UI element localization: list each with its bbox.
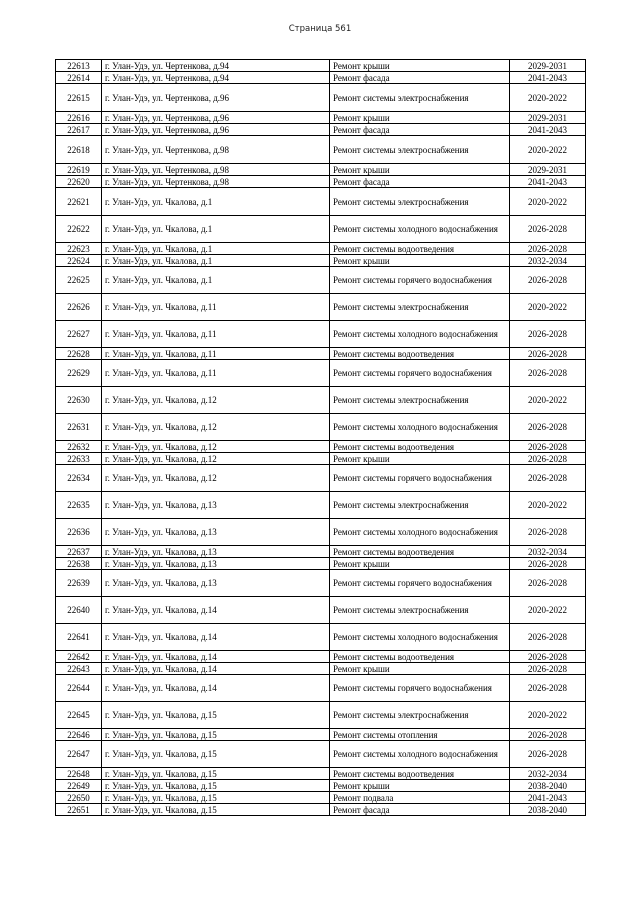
table-row: [56, 546, 586, 558]
work-type-cell: Ремонт системы горячего водоснабжения: [330, 360, 510, 387]
address-cell: г. Улан-Удэ, ул. Чертенкова, д.98: [102, 164, 330, 176]
work-type-cell: Ремонт системы электроснабжения: [330, 188, 510, 216]
period-cell: 2026-2028: [510, 675, 586, 702]
row-number-cell: 22639: [56, 570, 102, 597]
period-cell: 2026-2028: [510, 216, 586, 243]
period-cell: 2026-2028: [510, 243, 586, 255]
work-type-cell: Ремонт подвала: [330, 792, 510, 804]
work-type-cell: Ремонт системы холодного водоснабжения: [330, 624, 510, 651]
table-row: [56, 216, 586, 243]
address-cell: г. Улан-Удэ, ул. Чкалова, д.15: [102, 729, 330, 741]
period-cell: 2032-2034: [510, 255, 586, 267]
table-row: [56, 360, 586, 387]
work-type-cell: Ремонт системы водоотведения: [330, 243, 510, 255]
table-row: [56, 768, 586, 780]
address-cell: г. Улан-Удэ, ул. Чкалова, д.15: [102, 780, 330, 792]
period-cell: 2026-2028: [510, 441, 586, 453]
table-row: [56, 124, 586, 136]
period-cell: 2026-2028: [510, 360, 586, 387]
address-cell: г. Улан-Удэ, ул. Чкалова, д.12: [102, 441, 330, 453]
table-row: [56, 294, 586, 321]
row-number-cell: 22616: [56, 112, 102, 124]
address-cell: г. Улан-Удэ, ул. Чкалова, д.12: [102, 387, 330, 414]
address-cell: г. Улан-Удэ, ул. Чкалова, д.11: [102, 294, 330, 321]
period-cell: 2026-2028: [510, 624, 586, 651]
row-number-cell: 22626: [56, 294, 102, 321]
row-number-cell: 22638: [56, 558, 102, 570]
work-type-cell: Ремонт фасада: [330, 124, 510, 136]
row-number-cell: 22636: [56, 519, 102, 546]
period-cell: 2041-2043: [510, 792, 586, 804]
period-cell: 2020-2022: [510, 188, 586, 216]
row-number-cell: 22630: [56, 387, 102, 414]
row-number-cell: 22645: [56, 702, 102, 729]
address-cell: г. Улан-Удэ, ул. Чкалова, д.1: [102, 267, 330, 294]
work-type-cell: Ремонт крыши: [330, 60, 510, 72]
row-number-cell: 22622: [56, 216, 102, 243]
address-cell: г. Улан-Удэ, ул. Чкалова, д.14: [102, 663, 330, 675]
row-number-cell: 22633: [56, 453, 102, 465]
address-cell: г. Улан-Удэ, ул. Чкалова, д.15: [102, 804, 330, 816]
address-cell: г. Улан-Удэ, ул. Чкалова, д.12: [102, 453, 330, 465]
address-cell: г. Улан-Удэ, ул. Чкалова, д.1: [102, 255, 330, 267]
period-cell: 2029-2031: [510, 60, 586, 72]
work-type-cell: Ремонт фасада: [330, 804, 510, 816]
work-type-cell: Ремонт системы холодного водоснабжения: [330, 321, 510, 348]
row-number-cell: 22628: [56, 348, 102, 360]
work-type-cell: Ремонт крыши: [330, 255, 510, 267]
period-cell: 2038-2040: [510, 780, 586, 792]
work-type-cell: Ремонт системы электроснабжения: [330, 597, 510, 624]
work-type-cell: Ремонт системы горячего водоснабжения: [330, 267, 510, 294]
address-cell: г. Улан-Удэ, ул. Чкалова, д.12: [102, 414, 330, 441]
address-cell: г. Улан-Удэ, ул. Чкалова, д.13: [102, 558, 330, 570]
table-row: [56, 112, 586, 124]
period-cell: 2026-2028: [510, 729, 586, 741]
work-type-cell: Ремонт системы горячего водоснабжения: [330, 675, 510, 702]
period-cell: 2026-2028: [510, 414, 586, 441]
table-row: [56, 441, 586, 453]
table-row: [56, 597, 586, 624]
table-row: [56, 255, 586, 267]
page-number-header: Страница 561: [288, 24, 352, 34]
table-row: [56, 387, 586, 414]
table-row: [56, 243, 586, 255]
work-type-cell: Ремонт крыши: [330, 558, 510, 570]
address-cell: г. Улан-Удэ, ул. Чкалова, д.13: [102, 519, 330, 546]
row-number-cell: 22640: [56, 597, 102, 624]
period-cell: 2032-2034: [510, 768, 586, 780]
row-number-cell: 22614: [56, 72, 102, 84]
address-cell: г. Улан-Удэ, ул. Чкалова, д.15: [102, 792, 330, 804]
period-cell: 2029-2031: [510, 164, 586, 176]
period-cell: 2026-2028: [510, 570, 586, 597]
table-row: [56, 136, 586, 164]
row-number-cell: 22620: [56, 176, 102, 188]
work-type-cell: Ремонт системы горячего водоснабжения: [330, 570, 510, 597]
period-cell: 2041-2043: [510, 124, 586, 136]
row-number-cell: 22651: [56, 804, 102, 816]
row-number-cell: 22643: [56, 663, 102, 675]
address-cell: г. Улан-Удэ, ул. Чертенкова, д.94: [102, 60, 330, 72]
row-number-cell: 22618: [56, 136, 102, 164]
work-type-cell: Ремонт системы отопления: [330, 729, 510, 741]
repair-schedule-table: [55, 59, 586, 816]
table-row: [56, 624, 586, 651]
period-cell: 2032-2034: [510, 546, 586, 558]
work-type-cell: Ремонт системы водоотведения: [330, 546, 510, 558]
row-number-cell: 22632: [56, 441, 102, 453]
work-type-cell: Ремонт системы холодного водоснабжения: [330, 414, 510, 441]
work-type-cell: Ремонт системы электроснабжения: [330, 294, 510, 321]
period-cell: 2026-2028: [510, 558, 586, 570]
address-cell: г. Улан-Удэ, ул. Чкалова, д.15: [102, 741, 330, 768]
table-row: [56, 164, 586, 176]
table-row: [56, 267, 586, 294]
period-cell: 2026-2028: [510, 663, 586, 675]
address-cell: г. Улан-Удэ, ул. Чертенкова, д.96: [102, 124, 330, 136]
row-number-cell: 22647: [56, 741, 102, 768]
work-type-cell: Ремонт системы водоотведения: [330, 441, 510, 453]
row-number-cell: 22621: [56, 188, 102, 216]
address-cell: г. Улан-Удэ, ул. Чкалова, д.1: [102, 216, 330, 243]
row-number-cell: 22641: [56, 624, 102, 651]
period-cell: 2020-2022: [510, 387, 586, 414]
table-row: [56, 519, 586, 546]
table-row: [56, 60, 586, 72]
period-cell: 2026-2028: [510, 453, 586, 465]
table-row: [56, 72, 586, 84]
work-type-cell: Ремонт фасада: [330, 72, 510, 84]
address-cell: г. Улан-Удэ, ул. Чкалова, д.14: [102, 624, 330, 651]
row-number-cell: 22644: [56, 675, 102, 702]
period-cell: 2038-2040: [510, 804, 586, 816]
table-row: [56, 453, 586, 465]
work-type-cell: Ремонт системы водоотведения: [330, 768, 510, 780]
table-row: [56, 188, 586, 216]
period-cell: 2041-2043: [510, 176, 586, 188]
table-row: [56, 729, 586, 741]
work-type-cell: Ремонт системы электроснабжения: [330, 84, 510, 112]
period-cell: 2020-2022: [510, 136, 586, 164]
address-cell: г. Улан-Удэ, ул. Чкалова, д.11: [102, 348, 330, 360]
period-cell: 2026-2028: [510, 651, 586, 663]
table-row: [56, 348, 586, 360]
table-row: [56, 792, 586, 804]
row-number-cell: 22613: [56, 60, 102, 72]
work-type-cell: Ремонт системы водоотведения: [330, 651, 510, 663]
row-number-cell: 22637: [56, 546, 102, 558]
period-cell: 2029-2031: [510, 112, 586, 124]
row-number-cell: 22635: [56, 492, 102, 519]
work-type-cell: Ремонт системы горячего водоснабжения: [330, 465, 510, 492]
row-number-cell: 22629: [56, 360, 102, 387]
table-row: [56, 702, 586, 729]
table-row: [56, 465, 586, 492]
work-type-cell: Ремонт системы водоотведения: [330, 348, 510, 360]
address-cell: г. Улан-Удэ, ул. Чертенкова, д.98: [102, 176, 330, 188]
address-cell: г. Улан-Удэ, ул. Чкалова, д.14: [102, 675, 330, 702]
work-type-cell: Ремонт системы холодного водоснабжения: [330, 741, 510, 768]
row-number-cell: 22649: [56, 780, 102, 792]
table-row: [56, 414, 586, 441]
period-cell: 2020-2022: [510, 84, 586, 112]
address-cell: г. Улан-Удэ, ул. Чертенкова, д.96: [102, 112, 330, 124]
work-type-cell: Ремонт системы холодного водоснабжения: [330, 216, 510, 243]
row-number-cell: 22617: [56, 124, 102, 136]
table-row: [56, 675, 586, 702]
work-type-cell: Ремонт крыши: [330, 112, 510, 124]
period-cell: 2041-2043: [510, 72, 586, 84]
table-body: [56, 60, 586, 816]
address-cell: г. Улан-Удэ, ул. Чкалова, д.1: [102, 243, 330, 255]
address-cell: г. Улан-Удэ, ул. Чертенкова, д.94: [102, 72, 330, 84]
address-cell: г. Улан-Удэ, ул. Чкалова, д.14: [102, 597, 330, 624]
table-row: [56, 651, 586, 663]
address-cell: г. Улан-Удэ, ул. Чертенкова, д.98: [102, 136, 330, 164]
address-cell: г. Улан-Удэ, ул. Чертенкова, д.96: [102, 84, 330, 112]
period-cell: 2020-2022: [510, 702, 586, 729]
work-type-cell: Ремонт системы холодного водоснабжения: [330, 519, 510, 546]
period-cell: 2026-2028: [510, 348, 586, 360]
address-cell: г. Улан-Удэ, ул. Чкалова, д.1: [102, 188, 330, 216]
period-cell: 2026-2028: [510, 267, 586, 294]
table-row: [56, 741, 586, 768]
table-row: [56, 804, 586, 816]
row-number-cell: 22646: [56, 729, 102, 741]
row-number-cell: 22623: [56, 243, 102, 255]
row-number-cell: 22624: [56, 255, 102, 267]
period-cell: 2026-2028: [510, 519, 586, 546]
work-type-cell: Ремонт фасада: [330, 176, 510, 188]
table-row: [56, 558, 586, 570]
table-row: [56, 663, 586, 675]
work-type-cell: Ремонт крыши: [330, 453, 510, 465]
row-number-cell: 22634: [56, 465, 102, 492]
period-cell: 2026-2028: [510, 321, 586, 348]
row-number-cell: 22650: [56, 792, 102, 804]
work-type-cell: Ремонт системы электроснабжения: [330, 387, 510, 414]
row-number-cell: 22625: [56, 267, 102, 294]
address-cell: г. Улан-Удэ, ул. Чкалова, д.15: [102, 768, 330, 780]
address-cell: г. Улан-Удэ, ул. Чкалова, д.13: [102, 570, 330, 597]
row-number-cell: 22642: [56, 651, 102, 663]
address-cell: г. Улан-Удэ, ул. Чкалова, д.15: [102, 702, 330, 729]
work-type-cell: Ремонт системы электроснабжения: [330, 492, 510, 519]
row-number-cell: 22619: [56, 164, 102, 176]
address-cell: г. Улан-Удэ, ул. Чкалова, д.12: [102, 465, 330, 492]
work-type-cell: Ремонт крыши: [330, 663, 510, 675]
period-cell: 2026-2028: [510, 741, 586, 768]
row-number-cell: 22631: [56, 414, 102, 441]
table-row: [56, 176, 586, 188]
table-row: [56, 84, 586, 112]
table-row: [56, 321, 586, 348]
work-type-cell: Ремонт крыши: [330, 164, 510, 176]
table-row: [56, 780, 586, 792]
period-cell: 2020-2022: [510, 492, 586, 519]
table-row: [56, 492, 586, 519]
row-number-cell: 22615: [56, 84, 102, 112]
address-cell: г. Улан-Удэ, ул. Чкалова, д.11: [102, 360, 330, 387]
work-type-cell: Ремонт системы электроснабжения: [330, 136, 510, 164]
work-type-cell: Ремонт крыши: [330, 780, 510, 792]
row-number-cell: 22648: [56, 768, 102, 780]
address-cell: г. Улан-Удэ, ул. Чкалова, д.11: [102, 321, 330, 348]
work-type-cell: Ремонт системы электроснабжения: [330, 702, 510, 729]
period-cell: 2026-2028: [510, 465, 586, 492]
address-cell: г. Улан-Удэ, ул. Чкалова, д.13: [102, 546, 330, 558]
address-cell: г. Улан-Удэ, ул. Чкалова, д.14: [102, 651, 330, 663]
row-number-cell: 22627: [56, 321, 102, 348]
table-row: [56, 570, 586, 597]
address-cell: г. Улан-Удэ, ул. Чкалова, д.13: [102, 492, 330, 519]
period-cell: 2020-2022: [510, 597, 586, 624]
period-cell: 2020-2022: [510, 294, 586, 321]
